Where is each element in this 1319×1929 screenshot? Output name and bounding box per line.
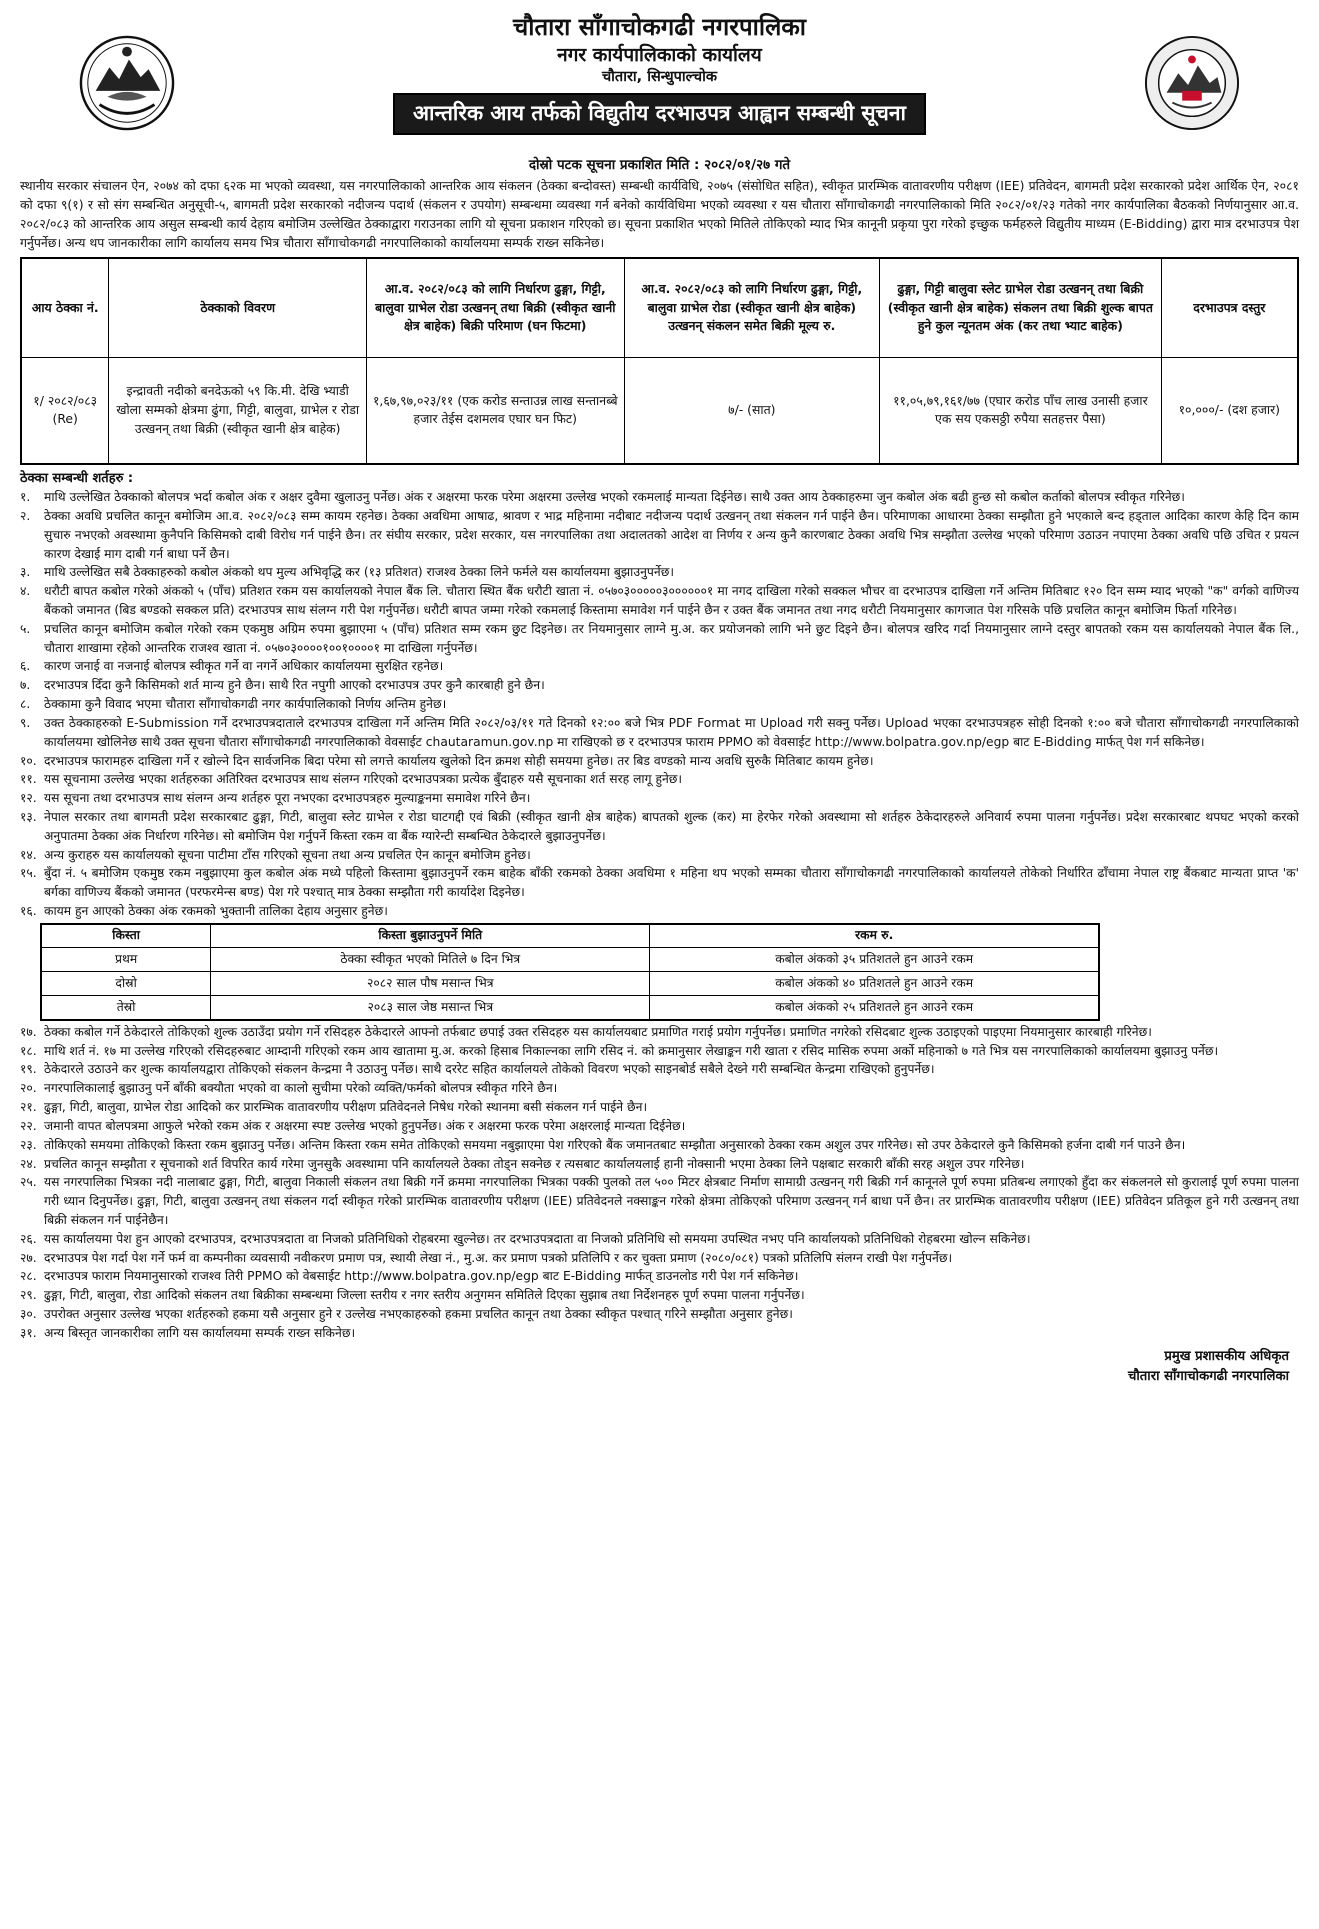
- condition-number: २३.: [20, 1137, 37, 1152]
- condition-text: जमानी वापत बोलपत्रमा आफुले भरेको रकम अंक र अक्षरमा स्पष्ट उल्लेख भएको हुनुपर्नेछ। अंक र अक्षरमा फरक परेमा अक्षरलाई मान्यता दिईनेछ।: [44, 1118, 686, 1133]
- condition-number: १०.: [20, 753, 37, 768]
- condition-item: [20, 1117, 1299, 1136]
- condition-text: उक्त ठेक्काहरुको E-Submission गर्ने दरभाउपत्रदाताले दरभाउपत्र दाखिला गर्ने अन्तिम मिति २०८२/०३/११ गते दिनको १२:०० बजे भित्र PDF Format मा Upload गरी सक्नु पर्नेछ। Upload भएका दरभाउपत्रहरु सोही दिनको १:०० बजे चौतारा साँगाचोकगढी नगरपालिकाको कार्यालयमा खोलिनेछ साथै उक्त सूचना चौतारा साँगाचोकगढी नगरपालिकाको वेवसाईट chautaramun.gov.np मा राखिएको छ र दरभाउपत्र फाराम PPMO को वेवसाईट http://www.bolpatra.gov.np/egp बाट E-Bidding मार्फत् पेश गर्न सकिनेछ।: [44, 715, 1299, 749]
- condition-number: २७.: [20, 1250, 37, 1265]
- col-header-unit-price: आ.व. २०८२/०८३ को लागि निर्धारण ढुङ्गा, गिट्टी, बालुवा ग्राभेल रोडा (स्वीकृत खानी क्षेत्र बाहेक) उत्खनन् संकलन समेत बिक्री मूल्य रु.: [624, 258, 880, 358]
- condition-number: १४.: [20, 847, 37, 862]
- org-name: चौतारा साँगाचोकगढी नगरपालिका: [512, 13, 807, 41]
- conditions-list-part1: [20, 488, 1299, 921]
- condition-item: [20, 695, 1299, 714]
- signature-block: [20, 1347, 1299, 1388]
- contract-table: [20, 257, 1299, 465]
- condition-text: नेपाल सरकार तथा बागमती प्रदेश सरकारबाट ढुङ्गा, गिटी, बालुवा स्लेट ग्राभेल र रोडा घाटगद्दी एवं बिक्री (स्वीकृत खानी क्षेत्र बाहेक) बापतको शुल्क (कर) मा हेरफेर गरेको अवस्थामा सो शर्तहरु ठेकेदारहरुले अनिवार्य रुपमा पालना गर्नुपर्नेछ। प्रदेश सरकारबाट थपघट भएको करको अनुपातमा ठेक्का अंक निर्धारण गरिनेछ। सो बमोजिम पेश गर्नुपर्ने किस्ता रकम वा बैंक ग्यारेन्टी सम्बन्धित ठेकेदारले बुझाउनुपर्नेछ।: [44, 809, 1299, 843]
- col-header-contract-no: आय ठेक्का नं.: [21, 258, 109, 358]
- installment-table: [40, 923, 1100, 1021]
- condition-item: [20, 1042, 1299, 1061]
- condition-item: [20, 770, 1299, 789]
- condition-text: ठेक्कामा कुनै विवाद भएमा चौतारा साँगाचोकगढी नगर कार्यपालिकाको निर्णय अन्तिम हुनेछ।: [44, 697, 447, 712]
- condition-item: [20, 676, 1299, 695]
- installment-row: [41, 948, 1099, 972]
- condition-number: २०.: [20, 1081, 37, 1096]
- condition-item: [20, 582, 1299, 620]
- condition-number: १५.: [20, 866, 37, 881]
- condition-number: ९.: [20, 715, 31, 730]
- condition-text: नगरपालिकालाई बुझाउनु पर्ने बाँकी बक्यौता भएको वा कालो सुचीमा परेको व्यक्ति/फर्मको बोलपत्र स्वीकृत गरिने छैन।: [44, 1081, 558, 1096]
- cell-minimum-amount: ११,०५,७९,१६१/७७ (एघार करोड पाँच लाख उनासी हजार एक सय एकसठ्ठी रुपैया सतहत्तर पैसा): [880, 358, 1162, 464]
- condition-text: अन्य कुराहरु यस कार्यालयको सूचना पाटीमा टाँस गरिएको सूचना तथा अन्य प्रचलित ऐन कानून बमोजिम हुनेछ।: [44, 847, 531, 862]
- condition-text: दरभाउपत्र फारामहरु दाखिला गर्ने र खोल्ने दिन सार्वजनिक बिदा परेमा सो लगत्ते कार्यालय खुलेको दिन क्रमश सोही समयमा हुनेछ। तर बिड वण्डको मान्य अवधि सुरुकै मितिबाट कायम हुनेछ।: [44, 753, 874, 768]
- installment-amount: कबोल अंकको ३५ प्रतिशतले हुन आउने रकम: [650, 948, 1099, 972]
- condition-text: तोकिएको समयमा तोकिएको किस्ता रकम बुझाउनु पर्नेछ। अन्तिम किस्ता रकम समेत तोकिएको समयमा नबुझाएमा पेश गरिएको बैंक जमानतबाट सम्झौता अनुसारको ठेक्का रकम अशुल उपर गरिनेछ। सो उपर ठेकेदारले कुनै किसिमको हर्जना दाबी गर्न पाउने छैन।: [44, 1137, 1186, 1152]
- office-name: नगर कार्यपालिकाको कार्यालय: [557, 44, 762, 67]
- col-header-minimum-amount: ढुङ्गा, गिट्टी बालुवा स्लेट ग्राभेल रोडा उत्खनन् तथा बिक्री (स्वीकृत खानी क्षेत्र बाहेक) संकलन तथा बिक्री शुल्क बापत हुने कुल न्यूनतम अंक (कर तथा भ्याट बाहेक): [880, 258, 1162, 358]
- condition-text: दरभाउपत्र पेश गर्दा पेश गर्ने फर्म वा कम्पनीका व्यवसायी नवीकरण प्रमाण पत्र, स्थायी लेखा नं., मु.अ. कर प्रमाण पत्रको प्रतिलिपि र कर चुक्ता प्रमाण (२०८०/०८१) पत्रको प्रतिलिपि संलग्न राखी पेश गर्नुपर्नेछ।: [44, 1250, 953, 1265]
- condition-number: २१.: [20, 1100, 37, 1115]
- signatory-designation: प्रमुख प्रशासकीय अधिकृत: [1164, 1348, 1289, 1364]
- installment-header-row: [41, 924, 1099, 948]
- condition-number: ११.: [20, 772, 37, 787]
- condition-item: [20, 1023, 1299, 1042]
- condition-text: प्रचलित कानून सम्झौता र सूचनाको शर्त विपरित कार्य गरेमा जुनसुकै अवस्थामा पनि कार्यालयले ठेक्का तोड्न सक्नेछ र त्यसबाट कार्यालयलाई हानी नोक्सानी भएमा ठेक्का लिने पक्षबाट सरकारी बाँकी सरह अशुल उपर गरिनेछ।: [44, 1156, 1025, 1171]
- condition-number: २४.: [20, 1156, 37, 1171]
- intro-paragraph: स्थानीय सरकार संचालन ऐन, २०७४ को दफा ६२क मा भएको व्यवस्था, यस नगरपालिकाको आन्तरिक आय संकलन (ठेक्का बन्दोवस्त) सम्बन्धी कार्यविधि, २०७५ (संसोधित सहित), स्वीकृत प्रारम्भिक वातावरणीय परीक्षण (IEE) प्रतिवेदन, बागमती प्रदेश सरकारको प्रदेश आर्थिक ऐन, २०८१ को दफा ९(१) र सो संग सम्बन्धित अनुसूची-५, बागमती प्रदेश सरकारको नदीजन्य पदार्थ (संकलन र उपयोग) सम्बन्धमा व्यवस्था गर्न बनेको कार्यविधिमा भएको व्यवस्था र यस चौतारा साँगाचोकगढी नगरपालिकाको मिति २०८२/०१/२३ गतेको नगर कार्यपालिका बैठकको निर्णयानुसार आ.व. २०८२/०८३ को आन्तरिक आय असुल सम्बन्धी कार्य देहाय बमोजिम उल्लेखित ठेक्काद्वारा गराउनका लागि यो सूचना प्रकाशन गरिएको छ। सूचना प्रकाशित भएको मितिले तोकिएको म्याद भित्र कानूनी प्रकृया पुरा गरेको इच्छुक फर्महरुले विद्युतीय माध्यम (E-Bidding) द्वारा मात्र दरभाउपत्र पेश गर्नुपर्नेछ। अन्य थप जानकारीका लागि कार्यालय समय भित्र चौतारा साँगाचोकगढी नगरपालिकाको कार्यालयमा सम्पर्क राख्न सकिनेछ।: [20, 178, 1299, 250]
- condition-text: ठेकेदारले उठाउने कर शुल्क कार्यालयद्वारा तोकिएको संकलन केन्द्रमा नै उठाउनु पर्नेछ। साथै दररेट सहित कार्यालयले तोकेको विवरण भएको साइनबोर्ड सबैले देख्ने गरी सम्बन्धित केन्द्रमा राखिएको हुनुपर्नेछ।: [44, 1062, 935, 1077]
- condition-text: प्रचलित कानून बमोजिम कबोल गरेको रकम एकमुष्ठ अग्रिम रुपमा बुझाएमा ५ (पाँच) प्रतिशत सम्म रकम छुट दिइनेछ। तर नियमानुसार लाग्ने मु.अ. कर प्रयोजनको लागि भने छुट दिइने छैन। बोलपत्र खरिद गर्दा नियमानुसार लाग्ने दस्तुर बापतको रकम यस कार्यालयको नेपाल बैंक लि., चौतारा शाखामा रहेको आन्तरिक राजश्व खाता नं. ०५७०३००००१००१००००१ मा दाखिला गर्नुपर्नेछ।: [44, 621, 1299, 655]
- condition-number: २२.: [20, 1118, 37, 1133]
- condition-number: ८.: [20, 697, 31, 712]
- condition-item: [20, 657, 1299, 676]
- condition-number: १७.: [20, 1024, 37, 1039]
- installment-name: प्रथम: [41, 948, 211, 972]
- condition-item: [20, 507, 1299, 563]
- condition-text: कारण जनाई वा नजनाई बोलपत्र स्वीकृत गर्ने वा नगर्ने अधिकार कार्यालयमा सुरक्षित रहनेछ।: [44, 659, 444, 674]
- nepal-emblem-logo: [78, 34, 176, 132]
- condition-text: यस सूचना तथा दरभाउपत्र साथ संलग्न अन्य शर्तहरु पूरा नभएका दरभाउपत्रहरु मुल्याङ्कनमा समावेश गरिने छैन।: [44, 791, 531, 806]
- cell-contract-no: १/ २०८२/०८३ (Re): [21, 358, 109, 464]
- condition-number: ३०.: [20, 1307, 37, 1321]
- condition-item: [20, 902, 1299, 921]
- condition-item: [20, 846, 1299, 865]
- conditions-list-part2: [20, 1023, 1299, 1343]
- condition-item: [20, 1060, 1299, 1079]
- condition-text: दरभाउपत्र फाराम नियमानुसारको राजश्व तिरी PPMO को वेबसाईट http://www.bolpatra.gov.np/egp बाट E-Bidding मार्फत् डाउनलोड गरी पेश गर्न सकिनेछ।: [44, 1269, 799, 1284]
- condition-text: ढुङ्गा, गिटी, बालुवा, ग्राभेल रोडा आदिको कर प्रारम्भिक वातावरणीय परीक्षण प्रतिवेदनले निषेध गरेको स्थानमा बसी संकलन गर्न पाईने छैन।: [44, 1100, 648, 1115]
- condition-text: ढुङ्गा, गिटी, बालुवा, रोडा आदिको संकलन तथा बिक्रीका सम्बन्धमा जिल्ला स्तरीय र नगर स्तरीय अनुगमन समितिले दिएका सुझाब तथा निर्देशनहरु पूर्ण रुपमा पालना गर्नुपर्नेछ।: [44, 1288, 805, 1303]
- contract-table-header-row: [21, 258, 1298, 358]
- condition-text: अन्य बिस्तृत जानकारीका लागि यस कार्यालयमा सम्पर्क राख्न सकिनेछ।: [44, 1325, 356, 1340]
- condition-item: [20, 1098, 1299, 1117]
- condition-text: यस सूचनामा उल्लेख भएका शर्तहरुका अतिरिक्त दरभाउपत्र साथ संलग्न गरिएको दरभाउपत्रका प्रत्येक बुँदाहरु यसै सूचनाका शर्त सरह लागू हुनेछ।: [44, 772, 683, 787]
- condition-item: [20, 789, 1299, 808]
- condition-item: [20, 1249, 1299, 1268]
- condition-text: ठेक्का कबोल गर्ने ठेकेदारले तोकिएको शुल्क उठाउँदा प्रयोग गर्ने रसिदहरु ठेकेदारले आफ्नो तर्फबाट छपाई उक्त रसिदहरु यस कार्यालयबाट प्रमाणित गराई प्रयोग गर्नुपर्नेछ। प्रमाणित नगरेको रसिदबाट शुल्क उठाइएको पाइएमा नियमानुसार कारबाही गरिनेछ।: [44, 1024, 1152, 1039]
- condition-item: [20, 1286, 1299, 1305]
- office-address: चौतारा, सिन्धुपाल्चोक: [601, 68, 718, 85]
- condition-text: यस नगरपालिका भित्रका नदी नालाबाट ढुङ्गा, गिटी, बालुवा निकाली संकलन तथा बिक्री गर्ने क्रममा नगरपालिका भित्रका पक्की पुलको तल ५०० मिटर क्षेत्रबाट निर्माण सामाग्री उत्खनन् गरी बिक्री गर्न कानूनले पूर्ण रुपमा प्रतिबन्ध लगाएको हुँदा कर संकलनले सो कुरालाई पूर्ण रुपमा पालना गरी ध्यान दिनुपर्नेछ। ढुङ्गा, गिटी, बालुवा उत्खनन् तथा संकलन गर्दा स्वीकृत गरेको प्रारम्भिक वातावरणीय परीक्षण (IEE) प्रतिवेदनले नक्साङ्कन गरेको क्षेत्रमा तोकिएको परिमाण उत्खनन् गर्न बाधा पर्ने छैन। तर प्रारम्भिक वातावरणीय परीक्षण (IEE) प्रतिवेदन प्रतिकूल हुने गरी उत्खनन् तथा बिक्री संकलन गर्न पाईनेछैन।: [44, 1175, 1299, 1227]
- cell-quantity: १,६७,९७,०२३/११ (एक करोड सन्ताउन्न लाख सन्तानब्बे हजार तेईस दशमलव एघार घन फिट): [366, 358, 624, 464]
- publish-date: दोस्रो पटक सूचना प्रकाशित मिति : २०८२/०१/२७ गते: [528, 157, 791, 173]
- condition-item: [20, 1305, 1299, 1324]
- cell-description: इन्द्रावती नदीको बनदेऊको ५९ कि.मी. देखि भ्याडी खोला सम्मको क्षेत्रमा ढुंगा, गिट्टी, बालुवा, ग्राभेल र रोडा उत्खनन् तथा बिक्री (स्वीकृत खानी क्षेत्र बाहेक): [109, 358, 367, 464]
- condition-item: [20, 864, 1299, 902]
- col-header-bid-fee: दरभाउपत्र दस्तुर: [1161, 258, 1298, 358]
- col-header-description: ठेक्काको विवरण: [109, 258, 367, 358]
- installment-name: दोस्रो: [41, 972, 211, 996]
- installment-row: [41, 972, 1099, 996]
- condition-text: यस कार्यालयमा पेश हुन आएको दरभाउपत्र, दरभाउपत्रदाता वा निजको प्रतिनिधिको रोहबरमा खुल्नेछ। तर दरभाउपत्रदाता वा निजको प्रतिनिधि सो समयमा उपस्थित नभए पनि कार्यालयको प्रतिनिधिको रोहबरमा खोल्न सकिनेछ।: [44, 1231, 1031, 1246]
- condition-text: बुँदा नं. ५ बमोजिम एकमुष्ठ रकम नबुझाएमा कुल कबोल अंक मध्ये पहिलो किस्तामा बुझाउनुपर्ने रकम बाहेक बाँकी रकमको ठेक्का अवधिमा १ महिना थप भएको सम्मका चौतारा साँगाचोकगढी नगरपालिकाको कार्यालयले तोकेको निर्धारित ढाँचामा नेपाल राष्ट्र बैंकबाट मान्यता प्राप्त 'क' बर्गका वाणिज्य बैंकको जमानत (परफरमेन्स बण्ड) पेश गरे पश्चात् मात्र ठेक्का सम्झौता गरी कार्यादेश दिइनेछ।: [44, 866, 1299, 900]
- contract-table-row: [21, 358, 1298, 464]
- notice-title: आन्तरिक आय तर्फको विद्युतीय दरभाउपत्र आह्वान सम्बन्धी सूचना: [393, 93, 926, 135]
- condition-item: [20, 714, 1299, 752]
- condition-number: २६.: [20, 1231, 37, 1246]
- condition-number: १६.: [20, 904, 37, 918]
- condition-item: [20, 1155, 1299, 1174]
- condition-item: [20, 1324, 1299, 1343]
- condition-item: [20, 620, 1299, 658]
- condition-number: ५.: [20, 621, 31, 636]
- col-header-amount: रकम रु.: [650, 924, 1099, 948]
- condition-number: ४.: [20, 584, 31, 599]
- installment-name: तेस्रो: [41, 996, 211, 1020]
- signatory-org: चौतारा साँगाचोकगढी नगरपालिका: [1127, 1369, 1289, 1385]
- municipality-seal-logo: [1143, 34, 1241, 132]
- conditions-heading: ठेक्का सम्बन्धी शर्तहरु :: [20, 470, 134, 486]
- installment-due-date: २०८३ साल जेष्ठ मसान्त भित्र: [211, 996, 650, 1020]
- installment-row: [41, 996, 1099, 1020]
- condition-item: [20, 1267, 1299, 1286]
- condition-item: [20, 1079, 1299, 1098]
- col-header-installment: किस्ता: [41, 924, 211, 948]
- condition-item: [20, 808, 1299, 846]
- condition-number: ३१.: [20, 1325, 37, 1340]
- header: [20, 12, 1299, 152]
- condition-item: [20, 488, 1299, 507]
- condition-number: २९.: [20, 1288, 37, 1303]
- condition-number: ६.: [20, 659, 31, 674]
- condition-item: [20, 1230, 1299, 1249]
- condition-number: ३.: [20, 565, 31, 580]
- condition-item: [20, 1173, 1299, 1229]
- installment-due-date: २०८२ साल पौष मसान्त भित्र: [211, 972, 650, 996]
- installment-amount: कबोल अंकको २५ प्रतिशतले हुन आउने रकम: [650, 996, 1099, 1020]
- condition-text: दरभाउपत्र दिँदा कुनै किसिमको शर्त मान्य हुने छैन। साथै रित नपुगी आएको दरभाउपत्र उपर कुनै कारबाही हुने छैन।: [44, 678, 545, 693]
- condition-number: १.: [20, 490, 31, 505]
- condition-number: २५.: [20, 1175, 37, 1190]
- col-header-quantity: आ.व. २०८२/०८३ को लागि निर्धारण ढुङ्गा, गिट्टी, बालुवा ग्राभेल रोडा उत्खनन् तथा बिक्री (स्वीकृत खानी क्षेत्र बाहेक) बिक्री परिमाण (घन फिटमा): [366, 258, 624, 358]
- condition-item: [20, 563, 1299, 582]
- condition-number: ७.: [20, 678, 31, 693]
- condition-item: [20, 1136, 1299, 1155]
- condition-text: माथि उल्लेखित सबै ठेक्काहरुको कबोल अंकको थप मुल्य अभिवृद्धि कर (१३ प्रतिशत) राजश्व ठेक्का लिने फर्मले यस कार्यालयमा बुझाउनुपर्नेछ।: [44, 565, 674, 580]
- condition-text: धरौटी बापत कबोल गरेको अंकको ५ (पाँच) प्रतिशत रकम यस कार्यालयको नेपाल बैंक लि. चौतारा स्थित बैंक धरौटी खाता नं. ०५७०३०००००३००००००१ मा नगद दाखिला गरेको सक्कल भौचर वा दरभाउपत्र दाखिला गर्ने अन्तिम मितिबाट १२० दिन सम्म म्याद भएको "क" वर्गको वाणिज्य बैंकको जमानत (बिड बण्डको सक्कल प्रति) दरभाउपत्र साथ संलग्न गरी पेश गर्नुपर्नेछ। धरौटी बापत जम्मा गरेको रकमलाई किस्तामा समावेश गर्न पाईने छैन र उक्त बैंक जमानत तथा नगद धरौटी नियमानुसार कागजात पेश गरिसके पछि प्रचलित कानून बमोजिम फिर्ता गरिनेछ।: [44, 584, 1299, 617]
- condition-text: कायम हुन आएको ठेक्का अंक रकमको भुक्तानी तालिका देहाय अनुसार हुनेछ।: [44, 904, 388, 918]
- cell-unit-price: ७/- (सात): [624, 358, 880, 464]
- condition-number: १९.: [20, 1062, 37, 1077]
- condition-item: [20, 752, 1299, 771]
- condition-number: २.: [20, 508, 31, 523]
- installment-due-date: ठेक्का स्वीकृत भएको मितिले ७ दिन भित्र: [211, 948, 650, 972]
- condition-text: ठेक्का अवधि प्रचलित कानून बमोजिम आ.व. २०८२/०८३ सम्म कायम रहनेछ। ठेक्का अवधिमा आषाढ, श्रावण र भाद्र महिनामा नदीबाट नदीजन्य पदार्थ उत्खनन् तथा संकलन गर्न पाईने छैन। परिमाणका आधारमा ठेक्का सम्झौता हुने भएकाले बन्द हड्ताल आदिका कारण केहि दिन काम सुचारु नभएको अवस्थामा कुनैपनि किसिमको दाबी विरोध गर्न पाईने छैन। तर संघीय सरकार, प्रदेश सरकार, यस नगरपालिका तथा अदालतको आदेश वा निर्णय र अन्य कुनै कारणबाट ठेक्का अवधि भित्र सम्झौता उल्लेख भएको परिमाण उठाउन नपाएमा ठेक्का अवधि पछि उचित र प्रयत्न कारण देखाई माग दाबी गर्न बाधा पर्ने छैन।: [44, 508, 1300, 561]
- condition-text: माथि उल्लेखित ठेक्काको बोलपत्र भर्दा कबोल अंक र अक्षर दुवैमा खुलाउनु पर्नेछ। अंक र अक्षरमा फरक परेमा अक्षरमा उल्लेख भएको रकमलाई मान्यता दिईनेछ। साथै उक्त आय ठेक्काहरुमा जुन कबोल अंक बढी हुन्छ सो कबोल कर्ताको बोलपत्र स्वीकृत गरिनेछ।: [44, 490, 1185, 505]
- condition-number: १२.: [20, 791, 37, 806]
- condition-number: २८.: [20, 1269, 37, 1284]
- installment-amount: कबोल अंकको ४० प्रतिशतले हुन आउने रकम: [650, 972, 1099, 996]
- condition-text: उपरोक्त अनुसार उल्लेख भएका शर्तहरुको हकमा यसै अनुसार हुने र उल्लेख नभएकाहरुको हकमा प्रचलित कानून तथा ठेक्का स्वीकृत पश्चात् गरिने सम्झौता अनुसार हुनेछ।: [44, 1307, 793, 1321]
- cell-bid-fee: १०,०००/- (दश हजार): [1161, 358, 1298, 464]
- condition-number: १३.: [20, 809, 37, 824]
- condition-number: १८.: [20, 1043, 37, 1058]
- condition-text: माथि शर्त नं. १७ मा उल्लेख गरिएको रसिदहरुबाट आम्दानी गरिएको रकम आय खातामा मु.अ. करको हिसाब निकाल्नका लागि रसिद नं. को क्रमानुसार लेखाङ्कन गरी खाता र रसिद मासिक रुपमा अर्को महिनाको ७ गते भित्र यस नगरपालिकाको कार्यालयमा बुझाउनु पर्नेछ।: [44, 1043, 1219, 1058]
- col-header-due-date: किस्ता बुझाउनुपर्ने मिति: [211, 924, 650, 948]
